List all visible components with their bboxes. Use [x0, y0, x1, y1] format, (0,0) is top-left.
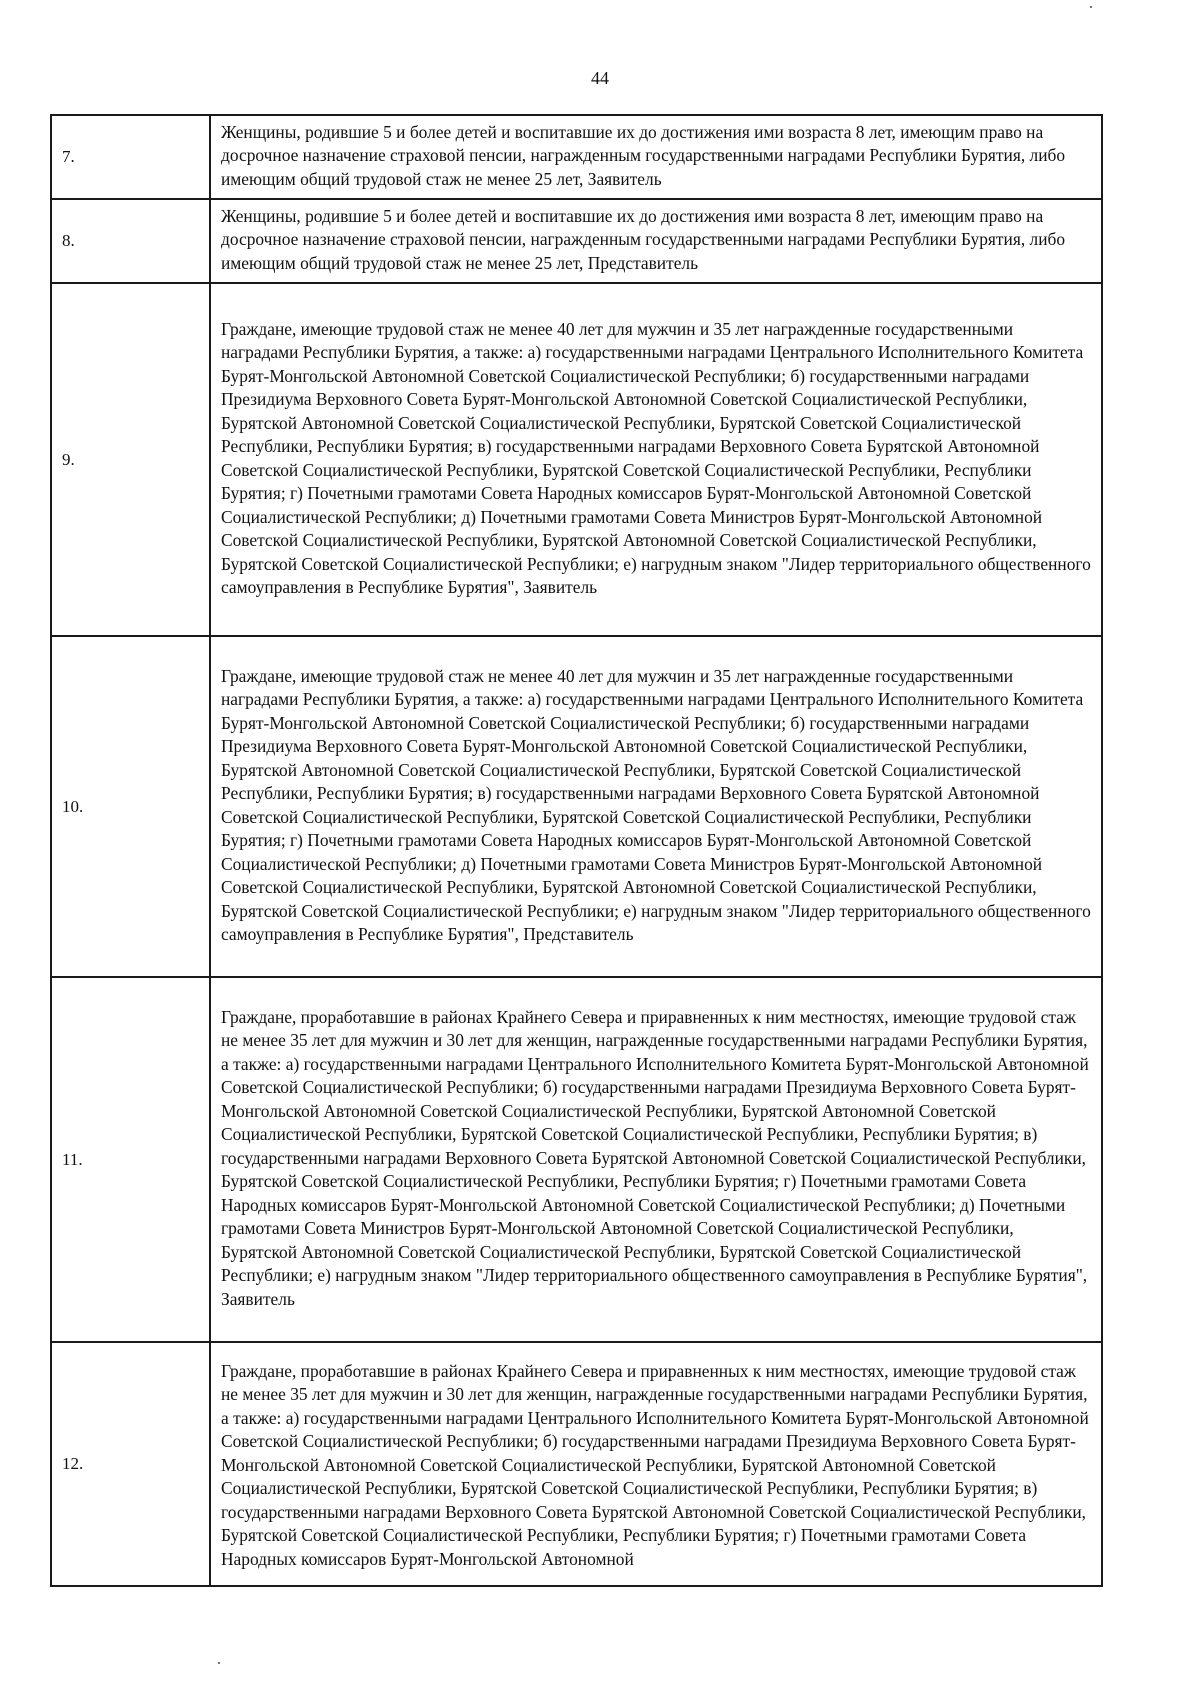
row-text-cell: Граждане, проработавшие в районах Крайнего Севера и приравненных к ним местностях, имеющие трудовой стаж не менее 35 лет для мужчин и 30 лет для женщин, награжденные государственными наградами Республики Бурятия, а также: а) государственными наградами Центрального Исполнительного Комитета Бурят-Монгольской Автономной Советской Социалистической Республики; б) государственными наградами Президиума Верховного Совета Бурят-Монгольской Автономной Советской Социалистической Республики, Бурятской Автономной Советской Социалистической Республики, Бурятской Советской Социалистической Республики, Республики Бурятия; в) государственными наградами Верховного Совета Бурятской Автономной Советской Социалистической Республики, Бурятской Советской Социалистической Республики, Республики Бурятия; г) Почетными грамотами Совета Народных комиссаров Бурят-Монгольской Автономной: [210, 1342, 1102, 1586]
row-text-cell: Женщины, родившие 5 и более детей и воспитавшие их до достижения ими возраста 8 лет, имеющим право на досрочное назначение страховой пенсии, награжденным государственными наградами Республики Бурятия, либо имеющим общий трудовой стаж не менее 25 лет, Представитель: [210, 199, 1102, 283]
row-number-cell: 9.: [51, 283, 210, 636]
row-text-cell: Граждане, имеющие трудовой стаж не менее 40 лет для мужчин и 35 лет награжденные государственными наградами Республики Бурятия, а также: а) государственными наградами Центрального Исполнительного Комитета Бурят-Монгольской Автономной Советской Социалистической Республики; б) государственными наградами Президиума Верховного Совета Бурят-Монгольской Автономной Советской Социалистической Республики, Бурятской Автономной Советской Социалистической Республики, Бурятской Советской Социалистической Республики, Республики Бурятия; в) государственными наградами Верховного Совета Бурятской Автономной Советской Социалистической Республики, Бурятской Советской Социалистической Республики, Республики Бурятия; г) Почетными грамотами Совета Народных комиссаров Бурят-Монгольской Автономной Советской Социалистической Республики; д) Почетными грамотами Совета Министров Бурят-Монгольской Автономной Советской Социалистической Республики, Бурятской Автономной Советской Социалистической Республики, Бурятской Советской Социалистической Республики; е) нагрудным знаком "Лидер территориального общественного самоуправления в Республике Бурятия", Заявитель: [210, 283, 1102, 636]
row-text-cell: Женщины, родившие 5 и более детей и воспитавшие их до достижения ими возраста 8 лет, имеющим право на досрочное назначение страховой пенсии, награжденным государственными наградами Республики Бурятия, либо имеющим общий трудовой стаж не менее 25 лет, Заявитель: [210, 115, 1102, 199]
table-row: [51, 977, 1102, 1342]
row-text-cell: Граждане, имеющие трудовой стаж не менее 40 лет для мужчин и 35 лет награжденные государственными наградами Республики Бурятия, а также: а) государственными наградами Центрального Исполнительного Комитета Бурят-Монгольской Автономной Советской Социалистической Республики; б) государственными наградами Президиума Верховного Совета Бурят-Монгольской Автономной Советской Социалистической Республики, Бурятской Автономной Советской Социалистической Республики, Бурятской Советской Социалистической Республики, Республики Бурятия; в) государственными наградами Верховного Совета Бурятской Автономной Советской Социалистической Республики, Бурятской Советской Социалистической Республики, Республики Бурятия; г) Почетными грамотами Совета Народных комиссаров Бурят-Монгольской Автономной Советской Социалистической Республики; д) Почетными грамотами Совета Министров Бурят-Монгольской Автономной Советской Социалистической Республики, Бурятской Автономной Советской Социалистической Республики, Бурятской Советской Социалистической Республики; е) нагрудным знаком "Лидер территориального общественного самоуправления в Республике Бурятия", Представитель: [210, 636, 1102, 977]
scan-speck: [1090, 6, 1092, 8]
page-number: 44: [591, 68, 609, 88]
table-row: [51, 636, 1102, 977]
row-number-cell: 11.: [51, 977, 210, 1342]
table-row: [51, 1342, 1102, 1586]
row-text-cell: Граждане, проработавшие в районах Крайнего Севера и приравненных к ним местностях, имеющие трудовой стаж не менее 35 лет для мужчин и 30 лет для женщин, награжденные государственными наградами Республики Бурятия, а также: а) государственными наградами Центрального Исполнительного Комитета Бурят-Монгольской Автономной Советской Социалистической Республики; б) государственными наградами Президиума Верховного Совета Бурят-Монгольской Автономной Советской Социалистической Республики, Бурятской Автономной Советской Социалистической Республики, Бурятской Советской Социалистической Республики, Республики Бурятия; в) государственными наградами Верховного Совета Бурятской Автономной Советской Социалистической Республики, Бурятской Советской Социалистической Республики, Республики Бурятия; г) Почетными грамотами Совета Народных комиссаров Бурят-Монгольской Автономной Советской Социалистической Республики; д) Почетными грамотами Совета Министров Бурят-Монгольской Автономной Советской Социалистической Республики, Бурятской Автономной Советской Социалистической Республики, Бурятской Советской Социалистической Республики; е) нагрудным знаком "Лидер территориального общественного самоуправления в Республике Бурятия", Заявитель: [210, 977, 1102, 1342]
row-number-cell: 10.: [51, 636, 210, 977]
table-row: [51, 199, 1102, 283]
table-row: [51, 115, 1102, 199]
row-number-cell: 7.: [51, 115, 210, 199]
document-table: [50, 114, 1103, 1587]
row-number-cell: 12.: [51, 1342, 210, 1586]
scan-speck: [218, 1662, 220, 1664]
row-number-cell: 8.: [51, 199, 210, 283]
table-row: [51, 283, 1102, 636]
